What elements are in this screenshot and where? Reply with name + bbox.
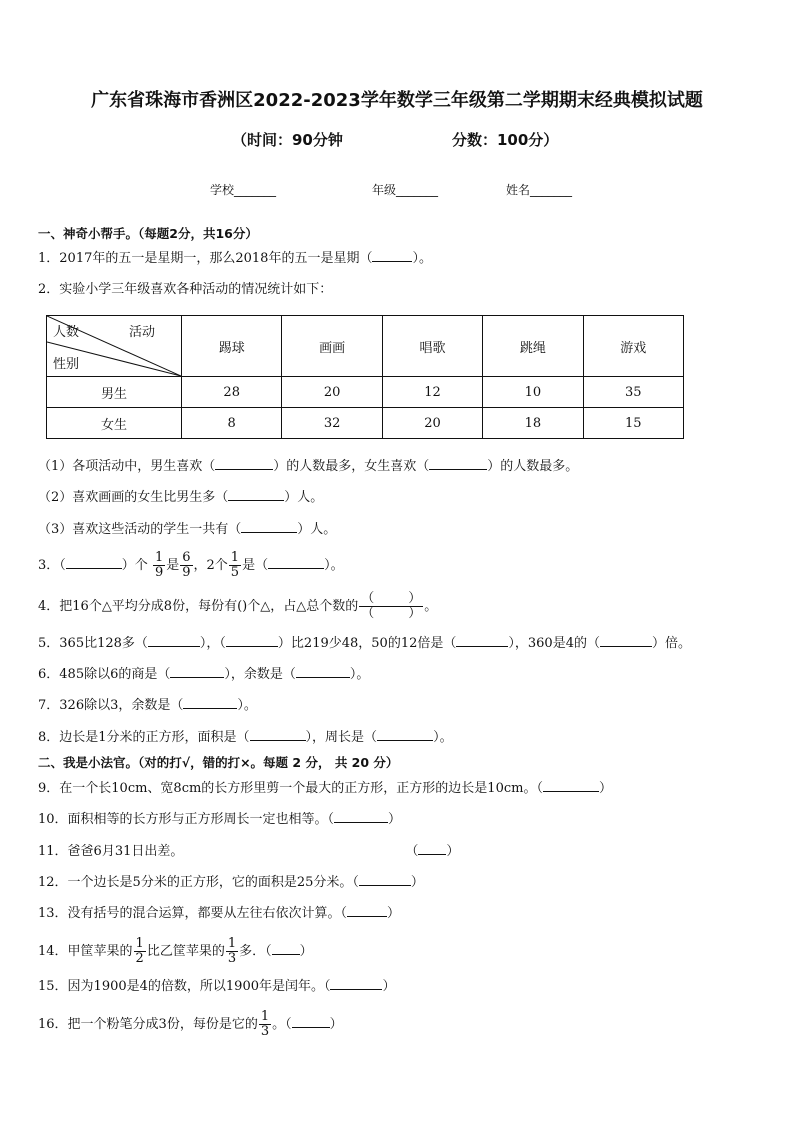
- fraction-blank: $\frac{( )}{( )}$: [361, 591, 422, 621]
- fraction: $\frac{1}{5}$: [230, 550, 240, 580]
- answer-blank: [347, 904, 387, 917]
- answer-blank: [241, 520, 297, 533]
- table-cell: 12: [382, 377, 482, 408]
- answer-blank: [148, 634, 200, 647]
- answer-blank: [226, 634, 278, 647]
- table-header-cell: 画画: [282, 316, 382, 377]
- grade-field: 年级_______: [372, 183, 439, 197]
- answer-blank: [600, 634, 652, 647]
- question-16: 16．把一个粉笔分成3份，每份是它的 $\frac{1}{3}$ 。（ ）: [38, 1009, 343, 1039]
- answer-blank: [296, 665, 350, 678]
- school-field: 学校_______: [210, 183, 277, 197]
- table-cell: 32: [282, 408, 382, 439]
- question-3: 3．（ ）个 $\frac{1}{9}$ 是 $\frac{6}{9}$ ，2个 $\frac{1}{5}$ 是（ ）。: [38, 550, 344, 580]
- question-7: 7．326除以3，余数是（ ）。: [38, 698, 257, 713]
- table-header-cell: 跳绳: [483, 316, 583, 377]
- answer-blank: [272, 942, 300, 955]
- answer-blank: [334, 810, 388, 823]
- corner-label-gender: 性别: [53, 357, 80, 372]
- question-10: 10．面积相等的长方形与正方形周长一定也相等。（ ）: [38, 812, 402, 827]
- table-row: [47, 408, 684, 439]
- corner-label-count: 人数: [53, 325, 80, 340]
- answer-blank: [215, 457, 273, 470]
- answer-blank: [429, 457, 487, 470]
- section-heading-2: 二、我是小法官。（对的打√，错的打×。每题 2 分， 共 20 分）: [38, 755, 399, 770]
- answer-blank: [377, 728, 433, 741]
- answer-blank: [183, 696, 237, 709]
- answer-blank: [418, 842, 446, 855]
- question-12: 12．一个边长是5分米的正方形，它的面积是25分米。（ ）: [38, 875, 424, 890]
- table-row: [47, 377, 684, 408]
- answer-blank: [543, 779, 599, 792]
- time-limit: （时间：90分钟: [232, 131, 343, 149]
- question-2-3: （3）喜欢这些活动的学生一共有（ ）人。: [38, 522, 337, 537]
- answer-blank: [170, 665, 224, 678]
- table-corner-cell: [47, 316, 182, 377]
- question-2-2: （2）喜欢画画的女生比男生多（ ）人。: [38, 490, 324, 505]
- question-4: 4．把16个△平均分成8份，每份有()个△，占△总个数的 $\frac{( )}{( )}$ 。: [38, 591, 438, 621]
- fraction: $\frac{1}{2}$: [135, 936, 144, 966]
- table-header-cell: 游戏: [583, 316, 683, 377]
- question-1: 1．2017年的五一是星期一，那么2018年的五一是星期（ ）。: [38, 251, 432, 266]
- answer-blank: [66, 556, 122, 569]
- section-heading-1: 一、神奇小帮手。（每题2分，共16分）: [38, 226, 258, 241]
- answer-blank: [456, 634, 508, 647]
- answer-blank: [372, 249, 412, 262]
- question-15: 15．因为1900是4的倍数，所以1900年是闰年。（ ）: [38, 979, 396, 994]
- fraction: $\frac{1}{9}$: [154, 550, 164, 580]
- table-cell: 28: [182, 377, 282, 408]
- table-cell: 15: [583, 408, 683, 439]
- answer-blank: [292, 1015, 330, 1028]
- table-cell: 18: [483, 408, 583, 439]
- table-cell: 20: [382, 408, 482, 439]
- question-2-1: （1）各项活动中，男生喜欢（ ）的人数最多，女生喜欢（ ）的人数最多。: [38, 459, 579, 474]
- corner-label-activity: 活动: [128, 325, 155, 340]
- row-label: 女生: [47, 408, 182, 439]
- question-14: 14．甲筐苹果的 $\frac{1}{2}$ 比乙筐苹果的 $\frac{1}{3}$ 多．（ ）: [38, 936, 313, 966]
- table-cell: 35: [583, 377, 683, 408]
- answer-blank: [250, 728, 306, 741]
- answer-blank: [330, 977, 382, 990]
- fraction: $\frac{6}{9}$: [182, 550, 191, 580]
- table-cell: 20: [282, 377, 382, 408]
- name-field: 姓名_______: [506, 183, 573, 197]
- fraction: $\frac{1}{3}$: [260, 1009, 270, 1039]
- table-cell: 8: [182, 408, 282, 439]
- question-8: 8．边长是1分米的正方形，面积是（ ），周长是（ ）。: [38, 730, 453, 745]
- total-score: 分数：100分）: [452, 131, 559, 149]
- page-title: 广东省珠海市香洲区2022-2023学年数学三年级第二学期期末经典模拟试题: [91, 90, 703, 111]
- question-11: 11．爸爸6月31日出差。 （ ）: [38, 844, 460, 859]
- question-2: 2．实验小学三年级喜欢各种活动的情况统计如下：: [38, 282, 333, 297]
- table-header-cell: 踢球: [182, 316, 282, 377]
- answer-blank: [228, 488, 284, 501]
- answer-blank: [268, 556, 324, 569]
- table-cell: 10: [483, 377, 583, 408]
- question-6: 6．485除以6的商是（ ），余数是（ ）。: [38, 667, 370, 682]
- question-9: 9．在一个长10cm、宽8cm的长方形里剪一个最大的正方形，正方形的边长是10cm。（ ）: [38, 781, 612, 796]
- activity-stats-table: [46, 315, 684, 439]
- question-13: 13．没有括号的混合运算，都要从左往右依次计算。（ ）: [38, 906, 401, 921]
- table-header-cell: 唱歌: [382, 316, 482, 377]
- question-5: 5．365比128多（ ），（ ）比219少48，50的12倍是（ ），360是4的（ ）倍。: [38, 636, 691, 651]
- row-label: 男生: [47, 377, 182, 408]
- fraction: $\frac{1}{3}$: [227, 936, 237, 966]
- answer-blank: [359, 873, 411, 886]
